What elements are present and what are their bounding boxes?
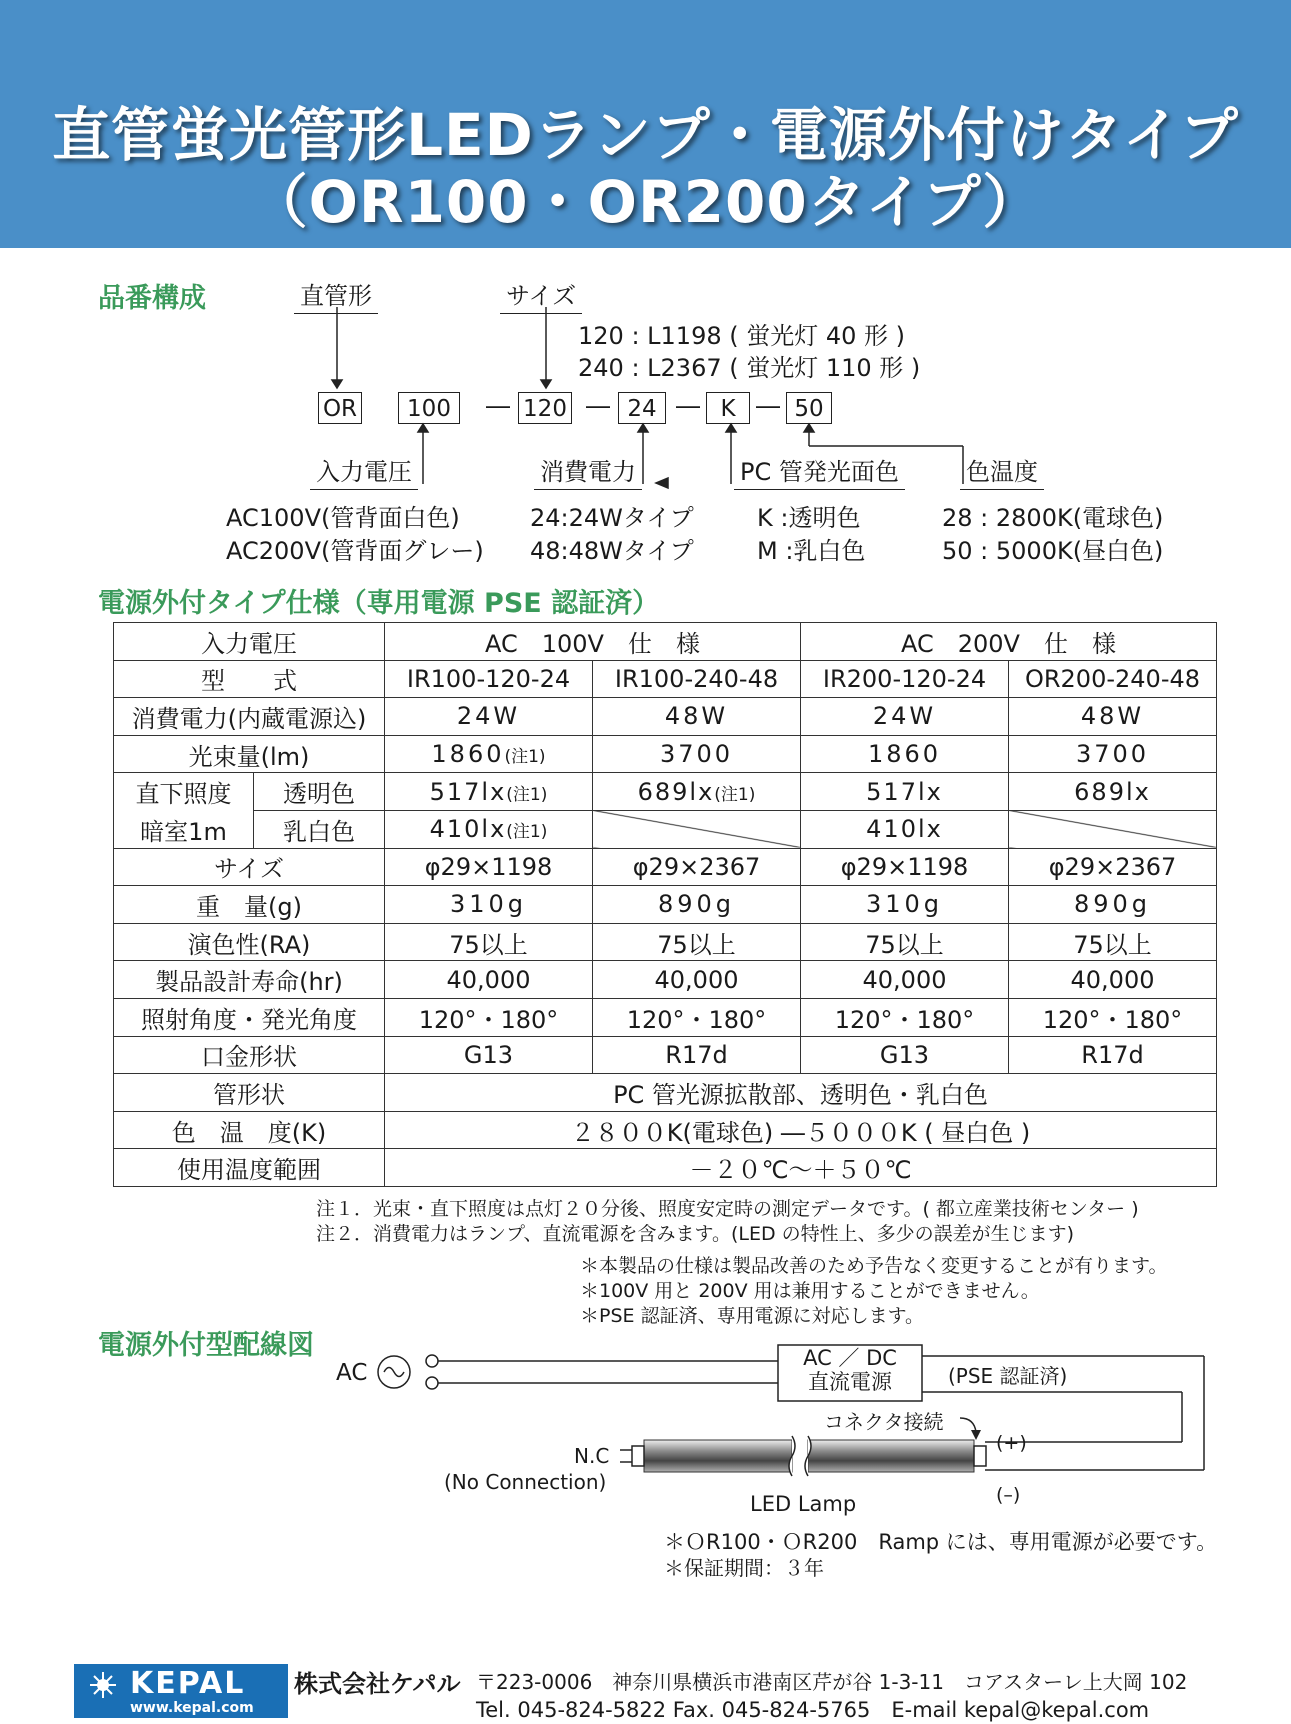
psu-label [778, 1346, 922, 1394]
company-name: 株式会社ケパル [294, 1670, 461, 1698]
model-cell: IR200-120-24 [801, 660, 1009, 698]
table-row [114, 698, 1217, 736]
label-straight: 直管形 [294, 276, 378, 314]
row-label: 演色性(RA) [114, 923, 385, 961]
model-cell: OR200-240-48 [1009, 660, 1217, 698]
pc-option-2: M :乳白色 [757, 537, 866, 565]
table-row [114, 923, 1217, 961]
power-option-1: 24:24Wタイプ [530, 504, 694, 532]
table-row [114, 810, 1217, 848]
note-marker: (注1) [506, 822, 548, 843]
page-title-line2: （OR100・OR200タイプ） [249, 168, 1042, 236]
table-cell: －２０℃～＋５０℃ [385, 1149, 1217, 1187]
table-cell [593, 773, 801, 811]
wiring-note-2: ＊保証期間：３年 [664, 1556, 824, 1580]
table-cell: 890g [1009, 886, 1217, 924]
row-label: 光束量(lm) [114, 735, 385, 773]
table-row [114, 961, 1217, 999]
row-label: 使用温度範囲 [114, 1149, 385, 1187]
voltage-option-1: AC100V(管背面白色) [226, 504, 460, 532]
page-title-line1: 直管蛍光管形LEDランプ・電源外付けタイプ [52, 101, 1239, 169]
asterisk-note-1: ＊本製品の仕様は製品改善のため予告なく変更することが有ります。 [580, 1255, 1168, 1277]
pn-box-size: 120 [518, 392, 572, 424]
row-label: 照射角度・発光角度 [114, 998, 385, 1036]
row-sublabel-milky: 乳白色 [254, 810, 385, 848]
wiring-ac-label: AC [336, 1360, 368, 1386]
table-cell: 40,000 [801, 961, 1009, 999]
table-cell [385, 810, 593, 848]
note-2: 注２．消費電力はランプ、直流電源を含みます。(LED の特性上、多少の誤差が生じます) [316, 1223, 1075, 1245]
table-cell [385, 735, 593, 773]
label-power: 消費電力 [534, 452, 642, 490]
table-cell: G13 [385, 1036, 593, 1074]
note-marker: (注1) [504, 747, 546, 768]
part-number-connectors [0, 0, 1291, 560]
led-lamp-label: LED Lamp [750, 1492, 857, 1516]
company-contact: Tel. 045-824-5822 Fax. 045-824-5765 E-mail kepal@kepal.com [476, 1698, 1150, 1722]
row-sublabel-clear: 透明色 [254, 773, 385, 811]
company-logo [74, 1664, 288, 1718]
row-label: 色 温 度(K) [114, 1111, 385, 1149]
size-option-2: 240 : L2367 ( 蛍光灯 110 形 ) [578, 354, 921, 382]
empty-cell-diagonal [593, 810, 801, 848]
table-cell: 120°・180° [1009, 998, 1217, 1036]
asterisk-note-2: ＊100V 用と 200V 用は兼用することができません。 [580, 1280, 1040, 1302]
pn-dash-1: ― [486, 392, 510, 420]
row-label-illum-2: 暗室1m [114, 810, 254, 848]
table-row [114, 848, 1217, 886]
section-wiring: 電源外付型配線図 [98, 1330, 314, 1361]
company-address: 〒223-0006 神奈川県横浜市港南区芹が谷 1-3-11 コアスターレ上大岡 102 [476, 1670, 1188, 1694]
note-marker: (注1) [506, 784, 548, 805]
pn-box-pc-color: K [706, 392, 750, 424]
table-cell: 410lx [801, 810, 1009, 848]
table-cell: 1860 [801, 735, 1009, 773]
table-cell: 310g [385, 886, 593, 924]
table-row [114, 1036, 1217, 1074]
temp-option-1: 28 : 2800K(電球色) [942, 504, 1164, 532]
label-pc-color: PC 管発光面色 [734, 452, 905, 490]
header-input-voltage: 入力電圧 [114, 623, 385, 661]
pn-box-series: OR [318, 392, 362, 424]
pn-dash-2: ― [586, 392, 610, 420]
table-row [114, 623, 1217, 661]
header-ac100: AC 100V 仕 様 [385, 623, 801, 661]
nc-label: N.C [574, 1444, 610, 1468]
table-cell: 689lx [1009, 773, 1217, 811]
table-cell: ２８００K(電球色) ―５０００K ( 昼白色 ) [385, 1111, 1217, 1149]
pn-box-voltage: 100 [398, 392, 460, 424]
cell-value: 1860 [431, 740, 505, 769]
table-cell: 40,000 [593, 961, 801, 999]
table-cell: 120°・180° [593, 998, 801, 1036]
empty-cell-diagonal [1009, 810, 1217, 848]
cell-value: 410lx [429, 815, 507, 844]
pn-dash-4: ― [756, 392, 780, 420]
row-label: 管形状 [114, 1074, 385, 1112]
row-label-illum-1: 直下照度 [114, 773, 254, 811]
table-cell: 120°・180° [801, 998, 1009, 1036]
table-row [114, 660, 1217, 698]
label-input-voltage: 入力電圧 [310, 452, 418, 490]
row-label: 製品設計寿命(hr) [114, 961, 385, 999]
power-option-2: 48:48Wタイプ [530, 537, 694, 565]
note-marker: (注1) [714, 784, 756, 805]
cell-value: 517lx [429, 777, 507, 806]
table-cell: R17d [1009, 1036, 1217, 1074]
section-part-number: 品番構成 [98, 283, 206, 314]
table-cell: G13 [801, 1036, 1009, 1074]
table-cell: 75以上 [801, 923, 1009, 961]
table-cell: 890g [593, 886, 801, 924]
table-row [114, 998, 1217, 1036]
table-cell: 40,000 [1009, 961, 1217, 999]
label-color-temp: 色温度 [960, 452, 1044, 490]
table-row [114, 886, 1217, 924]
plus-terminal: (+) [996, 1432, 1027, 1454]
table-cell: 3700 [593, 735, 801, 773]
model-cell: IR100-120-24 [385, 660, 593, 698]
asterisk-note-3: ＊PSE 認証済、専用電源に対応します。 [580, 1305, 925, 1327]
no-connection-label: (No Connection) [444, 1470, 607, 1494]
table-row [114, 773, 1217, 811]
table-row [114, 735, 1217, 773]
temp-option-2: 50 : 5000K(昼白色) [942, 537, 1164, 565]
table-cell: 48W [593, 698, 801, 736]
label-size: サイズ [500, 276, 582, 314]
pn-dash-3: ― [676, 392, 700, 420]
table-cell: 75以上 [593, 923, 801, 961]
header-ac200: AC 200V 仕 様 [801, 623, 1217, 661]
pn-box-color-temp: 50 [786, 392, 832, 424]
table-cell: φ29×2367 [1009, 848, 1217, 886]
table-cell: 75以上 [385, 923, 593, 961]
header-model: 型 式 [114, 660, 385, 698]
table-cell: 75以上 [1009, 923, 1217, 961]
wiring-diagram [0, 1330, 1291, 1540]
wiring-note-1: ＊ＯR100・ＯR200 Ramp には、専用電源が必要です。 [664, 1530, 1218, 1554]
cell-value: 689lx [637, 777, 715, 806]
logo-url: www.kepal.com [130, 1700, 254, 1716]
table-row [114, 1111, 1217, 1149]
psu-label-line2: 直流電源 [808, 1370, 892, 1394]
table-cell: 120°・180° [385, 998, 593, 1036]
row-label: サイズ [114, 848, 385, 886]
table-cell: 48W [1009, 698, 1217, 736]
sun-icon [88, 1670, 118, 1700]
table-cell: φ29×1198 [801, 848, 1009, 886]
table-cell: φ29×2367 [593, 848, 801, 886]
model-cell: IR100-240-48 [593, 660, 801, 698]
connector-label: コネクタ接続 [824, 1410, 944, 1434]
table-row [114, 1149, 1217, 1187]
table-cell: 310g [801, 886, 1009, 924]
table-cell: 24W [385, 698, 593, 736]
logo-text: KEPAL [130, 1666, 246, 1701]
table-cell: R17d [593, 1036, 801, 1074]
spec-table [113, 622, 1217, 1187]
voltage-option-2: AC200V(管背面グレー) [226, 537, 484, 565]
section-spec: 電源外付タイプ仕様（専用電源 PSE 認証済） [98, 588, 660, 619]
minus-terminal: (–) [996, 1484, 1021, 1506]
row-label: 消費電力(内蔵電源込) [114, 698, 385, 736]
table-cell: PC 管光源拡散部、透明色・乳白色 [385, 1074, 1217, 1112]
pc-option-1: K :透明色 [757, 504, 861, 532]
row-label: 口金形状 [114, 1036, 385, 1074]
row-label: 重 量(g) [114, 886, 385, 924]
table-cell: 40,000 [385, 961, 593, 999]
table-cell [385, 773, 593, 811]
note-1: 注１．光束・直下照度は点灯２０分後、照度安定時の測定データです。( 都立産業技術センター ) [316, 1198, 1139, 1220]
table-cell: 3700 [1009, 735, 1217, 773]
table-row [114, 1074, 1217, 1112]
pn-box-power: 24 [618, 392, 666, 424]
pse-label: (PSE 認証済) [948, 1364, 1068, 1388]
size-option-1: 120 : L1198 ( 蛍光灯 40 形 ) [578, 322, 906, 350]
psu-label-line1: AC ／ DC [803, 1346, 897, 1370]
table-cell: φ29×1198 [385, 848, 593, 886]
table-cell: 517lx [801, 773, 1009, 811]
table-cell: 24W [801, 698, 1009, 736]
